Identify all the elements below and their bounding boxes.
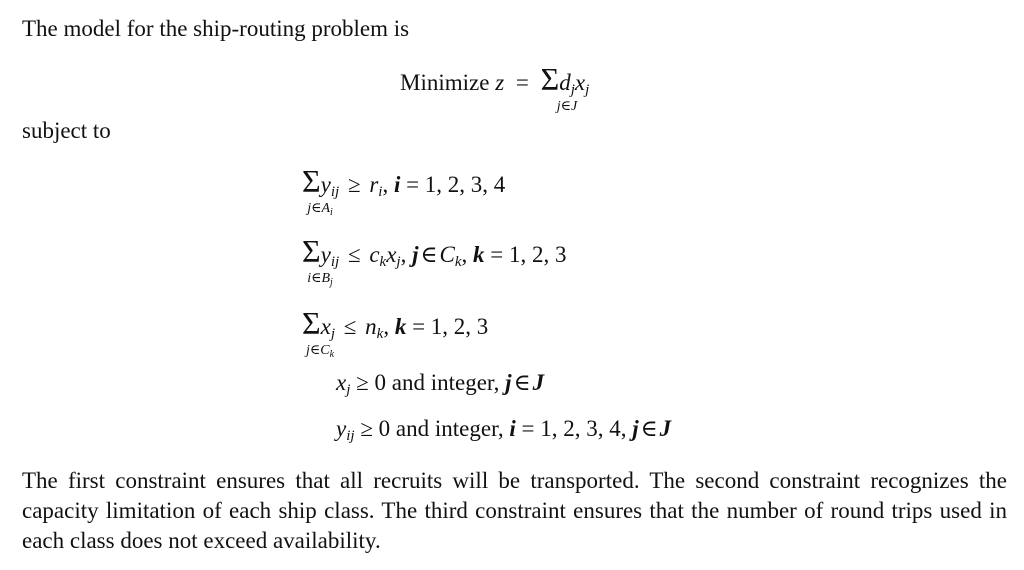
nonnegativity-text: ≥ 0 and integer, [350,370,506,395]
j-index: j [412,242,419,267]
constraint-2 [302,233,567,271]
x-subscript: j [396,254,401,270]
y-variable: y [336,416,347,441]
c-set-subscript: k [454,254,462,270]
objective-sum-index: j∈J [556,99,578,114]
constraint-1 [302,163,506,201]
index-range: = 1, 2, 3, 4 [400,172,506,197]
x-variable: x [320,314,331,339]
y-subscript: ij [330,184,340,200]
c-variable: c [369,242,380,267]
n-subscript: k [376,326,384,342]
relation-sign: ≤ [347,242,361,267]
constraint-5 [336,416,671,445]
summation-sign: Σ [302,305,321,341]
x-variable: x [574,70,586,95]
k-index: k [473,242,485,267]
i-index: i [509,416,516,441]
element-of: ∈ [420,242,438,267]
separator-2: , [461,242,474,267]
under-subscript: k [329,349,335,360]
constraint-4 [336,370,544,399]
j-index: j [632,416,639,441]
x-subscript: j [346,382,351,398]
intro-text: The model for the ship-routing problem is [22,16,410,41]
y-variable: y [320,242,331,267]
y-subscript: ij [346,428,355,444]
separator: , [382,172,394,197]
constraint-2-sum-index [296,270,344,288]
separator: , [400,242,413,267]
subject-to-label: subject to [22,118,111,143]
under-subscript: j [330,277,333,288]
x-variable: x [336,370,347,395]
constraint-3 [302,305,489,343]
index-range: = 1, 2, 3 [406,314,489,339]
d-subscript: j [570,82,575,98]
r-subscript: i [378,184,383,200]
equals-sign: = [515,70,529,95]
summation-sign: Σ [302,163,321,199]
under-label: j∈A [307,201,331,216]
element-of: ∈ [640,416,658,441]
r-variable: r [369,172,379,197]
z-variable: z [495,70,505,95]
index-range: = 1, 2, 3 [484,242,567,267]
x-subscript: j [330,326,336,342]
c-set: C [439,242,455,267]
d-coefficient: d [559,70,571,95]
separator: , [383,314,395,339]
objective-function [400,61,590,99]
k-index: k [394,314,407,339]
under-subscript: i [330,207,333,218]
n-variable: n [365,314,377,339]
x-variable: x [386,242,397,267]
summation-sign: Σ [540,61,560,97]
minimize-label: Minimize [400,70,490,95]
summation-sign: Σ [302,233,321,269]
index-range: = 1, 2, 3, 4, [515,416,633,441]
constraint-3-sum-index [296,342,344,360]
y-variable: y [320,172,331,197]
x-subscript: j [585,82,590,98]
i-index: i [393,172,401,197]
under-label: j∈C [305,343,330,358]
explanation-paragraph: The first constraint ensures that all recruits will be transported. The second constraint recognizes the capacity limitation of each ship class. The third constraint ensures that the number of round trips used in each class does not exceed availability. [22,468,1007,553]
relation-sign: ≤ [343,314,357,339]
j-index: j [505,370,512,395]
y-subscript: ij [330,254,340,270]
element-of: ∈ [513,370,531,395]
relation-sign: ≥ [347,172,361,197]
constraint-1-sum-index [296,200,344,218]
under-label: i∈B [307,271,331,286]
nonnegativity-text: ≥ 0 and integer, [354,416,510,441]
j-set: J [659,416,672,441]
c-subscript: k [379,254,387,270]
j-set: J [532,370,545,395]
